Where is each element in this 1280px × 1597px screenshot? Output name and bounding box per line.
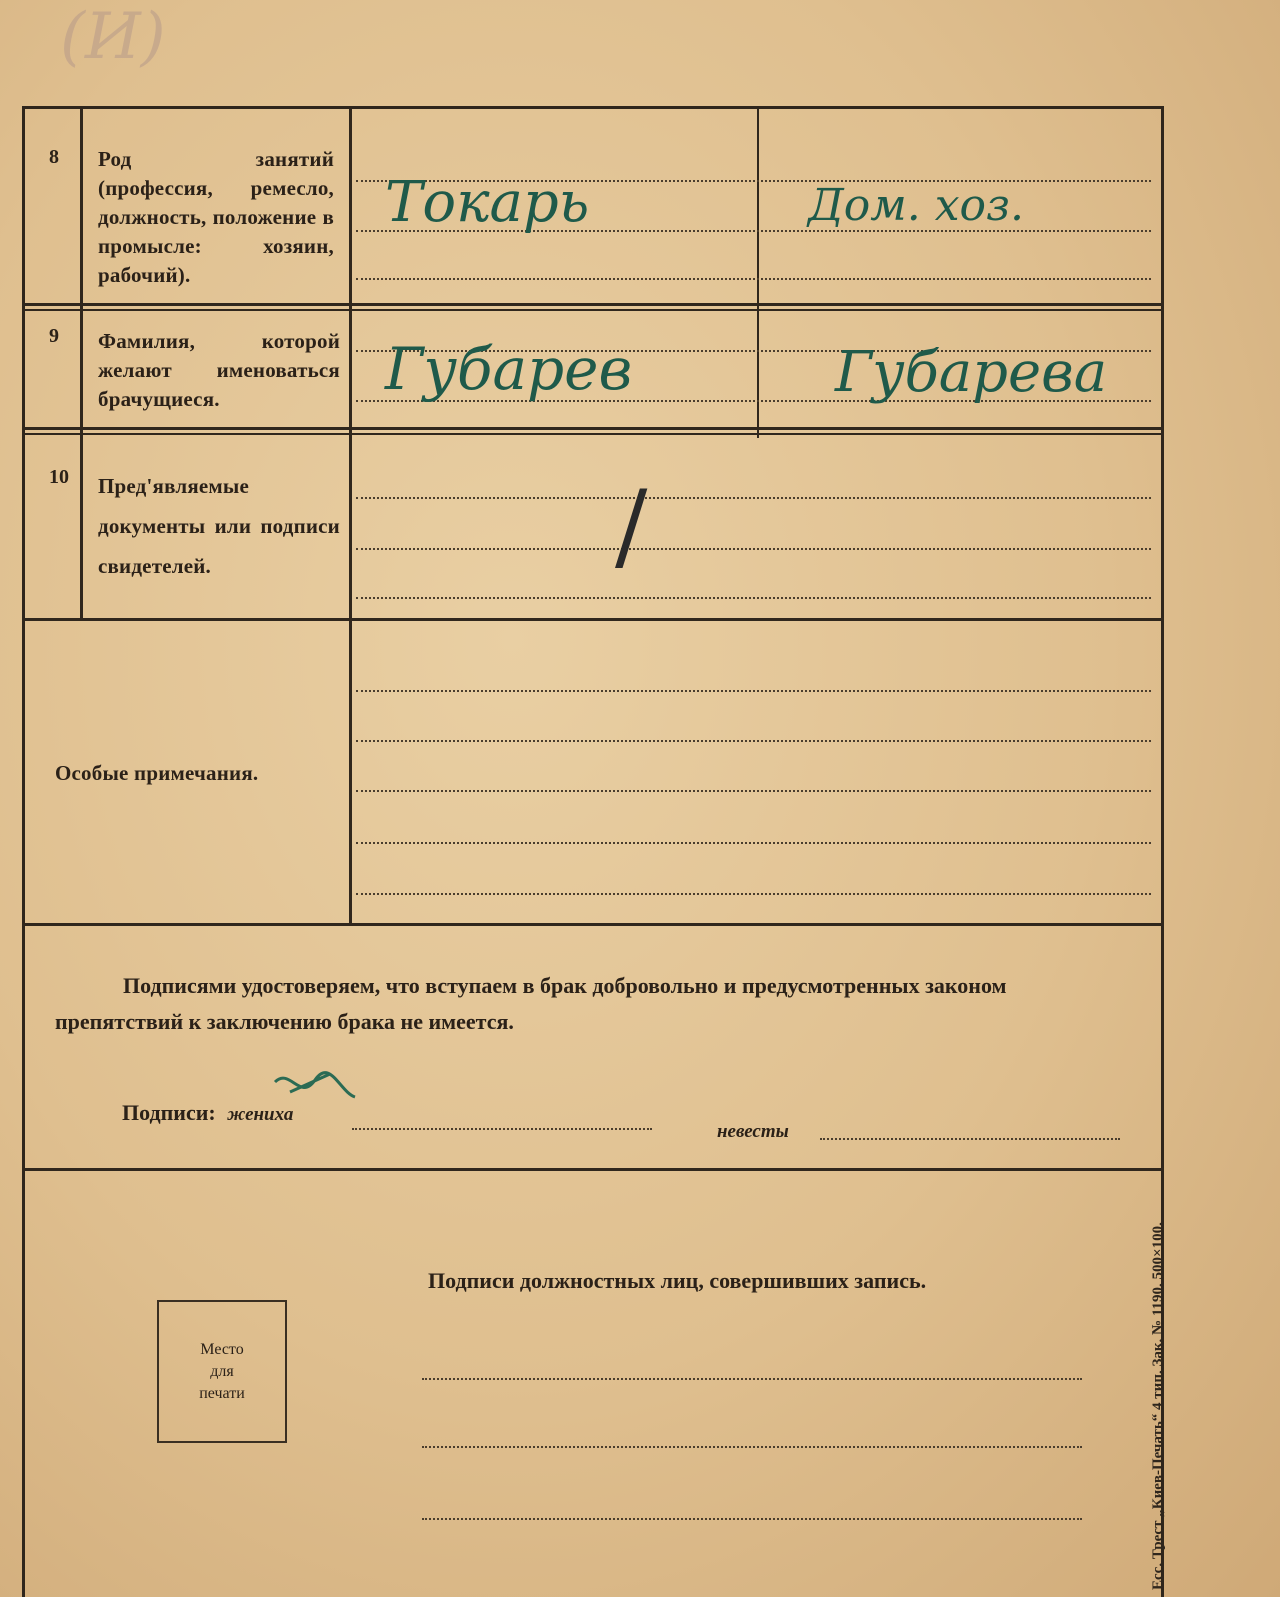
row-label: Фамилия, которой желают именоваться брачущиеся. [98, 329, 340, 411]
row-separator [22, 1168, 1164, 1171]
remarks-label: Особые примечания. [55, 761, 259, 785]
official-signature-line [422, 1518, 1082, 1520]
row-separator [22, 923, 1164, 926]
stamp-placeholder [157, 1300, 287, 1443]
bride-signature [717, 1117, 789, 1143]
row-label: Пред'являемые документы или подписи свидетелей. [98, 474, 340, 578]
certification-text: Подписями удостоверяем, что вступаем в брак добровольно и предусмотренных законом препятствий к заключению брака не имеется. [55, 973, 1007, 1034]
documents-value: / [615, 470, 648, 582]
writing-line [356, 893, 1151, 895]
signature-scribble [270, 1062, 360, 1112]
bride-value: Губарева [835, 340, 1108, 405]
groom-value: Губарев [385, 335, 633, 403]
writing-line [356, 842, 1151, 844]
row-number: 9 [49, 325, 59, 347]
groom-signature-label: жениха [227, 1104, 294, 1125]
row-number: 8 [49, 146, 59, 168]
bride-signature-label: невесты [717, 1121, 789, 1142]
stamp-text-line: печати [199, 1384, 245, 1402]
stamp-text-line: Место [200, 1340, 244, 1358]
row-separator [22, 309, 1164, 311]
writing-line [356, 690, 1151, 692]
official-signature-line [422, 1446, 1082, 1448]
groom-value: Токарь [385, 170, 590, 235]
signatures-row [122, 1100, 293, 1126]
row-separator [22, 303, 1164, 306]
row-number: 10 [49, 466, 69, 488]
row-label: Род занятий (профессия, ремесло, должность, положение в промысле: хозяин, рабочий). [98, 147, 334, 287]
writing-line [356, 497, 1151, 499]
bride-signature-line [820, 1138, 1120, 1140]
stamp-text-line: для [210, 1362, 234, 1380]
printer-imprint: Есс. Трест „Киев-Печать“ 4 тип. Зак. № 1190. 500×100. [1150, 1222, 1166, 1590]
official-signature-line [422, 1378, 1082, 1380]
row-separator [22, 433, 1164, 435]
writing-line [356, 278, 1151, 280]
row-separator [22, 618, 1164, 621]
officials-label: Подписи должностных лиц, совершивших запись. [428, 1268, 927, 1293]
writing-line [356, 790, 1151, 792]
label-column-divider [349, 108, 352, 923]
number-column-divider [80, 108, 83, 618]
row-separator [22, 427, 1164, 430]
groom-signature-line [352, 1128, 652, 1130]
writing-line [356, 548, 1151, 550]
writing-line [356, 597, 1151, 599]
bride-value: Дом. хоз. [808, 180, 1025, 231]
writing-line [356, 740, 1151, 742]
value-column-divider [757, 108, 759, 438]
signatures-label: Подписи: [122, 1100, 216, 1125]
corner-pencil-mark: (И) [60, 0, 166, 74]
